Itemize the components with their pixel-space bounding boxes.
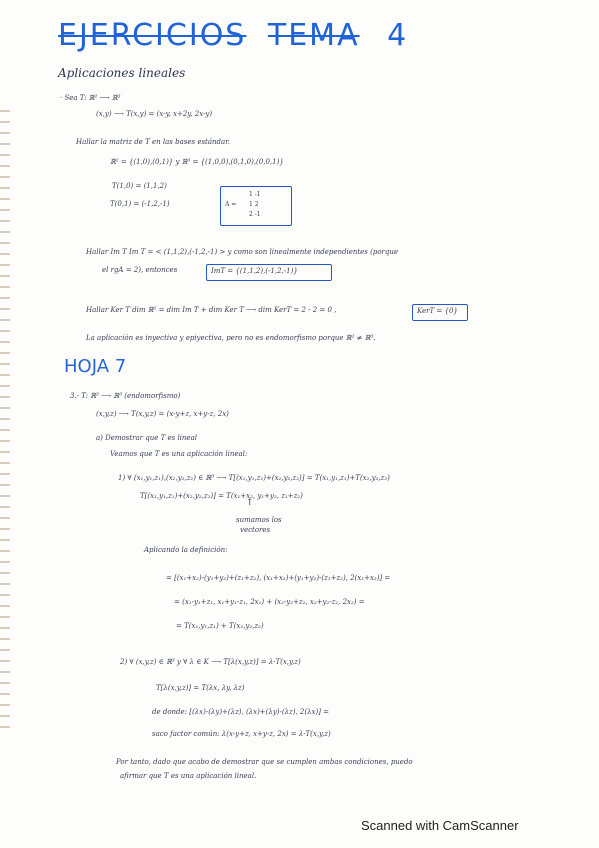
hoja-heading: HOJA 7 — [64, 356, 127, 377]
title-number: 4 — [387, 18, 409, 53]
ker-result: KerT = {0} — [417, 307, 458, 315]
line-4: ℝ² = {(1,0),(0,1)} y ℝ³ = {(1,0,0),(0,1,0),(0,0,1)} — [110, 158, 284, 166]
imt-result-box — [206, 264, 332, 281]
matrix-label: A = — [225, 201, 237, 208]
line-5: T(1,0) = (1,1,2) — [112, 182, 167, 190]
title-part1: EJERCICIOS — [58, 18, 247, 53]
ex3-line-16: afirmar que T es una aplicación lineal. — [120, 772, 257, 780]
imt-result: ImT = {(1,1,2),(-1,2,-1)} — [211, 267, 298, 275]
ex3-line-15: Por tanto, dado que acabo de demostrar que se cumplen ambas condiciones, puedo — [116, 758, 413, 766]
ex3-note-1: sumamos los — [236, 516, 282, 524]
ex3-line-11: 2) ∀ (x,y,z) ∈ ℝ³ y ∀ λ ∈ K ⟶ T[λ(x,y,z)] = λ·T(x,y,z) — [120, 658, 301, 666]
matrix-box — [220, 186, 292, 226]
ex3-line-8: = [(x₁+x₂)-(y₁+y₂)+(z₁+z₂), (x₁+x₂)+(y₁+y₂)-(z₁+z₂), 2(x₁+x₂)] = — [166, 574, 391, 582]
ex3-line-6: T[(x₁,y₁,z₁)+(x₂,y₂,z₂)] = T(x₁+x₂, y₁+y₂, z₁+z₂) — [140, 492, 303, 500]
ex3-note-2: vectores — [240, 526, 271, 534]
ex3-line-1: 3.- T: ℝ³ ⟶ ℝ³ (endomorfismo) — [70, 392, 181, 400]
ex3-line-13: de donde: [(λx)-(λy)+(λz), (λx)+(λy)-(λz), 2(λx)] = — [152, 708, 330, 716]
title-part2: TEMA — [267, 18, 360, 53]
line-7: Hallar Im T Im T = < (1,1,2),(-1,2,-1) > y como son linealmente independientes (porque — [86, 248, 399, 256]
camscanner-watermark: Scanned with CamScanner — [361, 818, 519, 833]
ker-result-box — [412, 304, 468, 321]
notebook-spiral-edge — [0, 110, 10, 730]
ex3-line-12: T[λ(x,y,z)] = T(λx, λy, λz) — [156, 684, 245, 692]
line-8: el rgA = 2), entonces — [102, 266, 178, 274]
line-10: La aplicación es inyectiva y epiyectiva, pero no es endomorfismo porque ℝ² ≠ ℝ³. — [86, 334, 376, 342]
line-9: Hallar Ker T dim ℝ² = dim Im T + dim Ker T ⟶ dim KerT = 2 - 2 = 0 , — [86, 306, 337, 314]
ex3-line-5: 1) ∀ (x₁,y₁,z₁),(x₂,y₂,z₂) ∈ ℝ³ ⟶ T[(x₁,y₁,z₁)+(x₂,y₂,z₂)] = T(x₁,y₁,z₁)+T(x₂,y₂,z₂) — [118, 474, 390, 482]
line-2: (x,y) ⟶ T(x,y) = (x-y, x+2y, 2x-y) — [96, 110, 213, 118]
line-6: T(0,1) = (-1,2,-1) — [110, 200, 170, 208]
arrow-up-icon: ↑ — [246, 498, 254, 508]
line-3: Hallar la matriz de T en las bases estándar. — [76, 138, 230, 146]
ex3-line-14: saco factor común: λ(x-y+z, x+y-z, 2x) = λ·T(x,y,z) — [152, 730, 331, 738]
ex3-line-2: (x,y,z) ⟶ T(x,y,z) = (x-y+z, x+y-z, 2x) — [96, 410, 229, 418]
matrix-row-3: 2 -1 — [249, 211, 261, 218]
section-heading: Aplicaciones lineales — [58, 66, 186, 80]
ex3-line-10: = T(x₁,y₁,z₁) + T(x₂,y₂,z₂) — [176, 622, 264, 630]
line-1: · Sea T: ℝ² ⟶ ℝ³ — [60, 94, 121, 102]
ex3-line-4: Veamos que T es una aplicación lineal: — [110, 450, 248, 458]
ex3-line-7: Aplicando la definición: — [144, 546, 228, 554]
matrix-row-2: 1 2 — [249, 201, 259, 208]
ex3-line-3: a) Demostrar que T es lineal — [96, 434, 197, 442]
page-title — [58, 18, 408, 53]
matrix-row-1: 1 -1 — [249, 191, 261, 198]
ex3-line-9: = (x₁-y₁+z₁, x₁+y₁-z₁, 2x₁) + (x₂-y₂+z₂, x₂+y₂-z₂, 2x₂) = — [174, 598, 365, 606]
